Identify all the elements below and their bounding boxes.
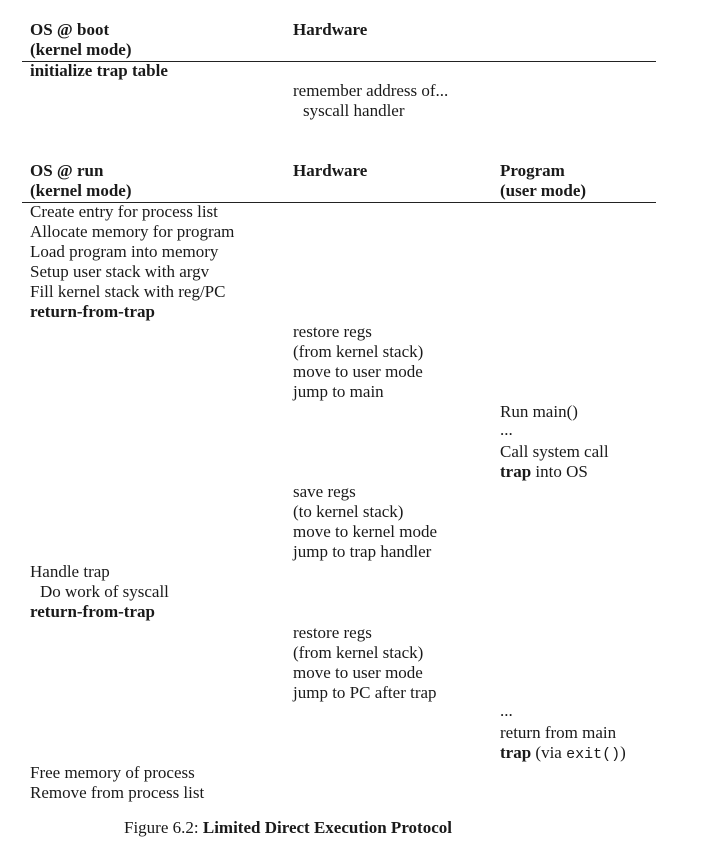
run-prog-exit-code: exit() [566,746,621,763]
run-prog-dots-1: ... [500,420,513,439]
run-hw2-to-kernel-stack: (to kernel stack) [293,502,404,521]
run-hw3-jump-pc-after-trap: jump to PC after trap [293,683,437,702]
run-prog-trap-keyword-2: trap [500,743,532,762]
run-prog-dots-2: ... [500,701,513,720]
run-os-load-program: Load program into memory [30,242,219,261]
run-hw1-move-user-mode: move to user mode [293,362,423,381]
run-prog-call-system-call: Call system call [500,442,609,461]
run-os-fill-kernel-stack: Fill kernel stack with reg/PC [30,282,226,301]
run-hw1-jump-main: jump to main [293,382,384,401]
run-os-create-entry: Create entry for process list [30,202,218,221]
run-prog-trap-into-os [500,462,588,482]
caption-prefix: Figure 6.2: [124,818,203,837]
run-prog-via-text: (via [531,743,567,762]
run-hw2-save-regs: save regs [293,482,356,501]
run-prog-into-os-text: into OS [531,462,588,481]
run-hw1-restore-regs: restore regs [293,322,372,341]
run-prog-header-line2: (user mode) [500,181,587,200]
caption-title: Limited Direct Execution Protocol [202,818,452,837]
run-prog-return-from-main: return from main [500,723,617,742]
boot-os-header-line1: OS @ boot [30,20,110,39]
boot-hw-header: Hardware [293,20,368,39]
run-os-free-memory: Free memory of process [30,763,195,782]
run-hw-header: Hardware [293,161,368,180]
boot-hw-remember-address: remember address of... [293,81,449,100]
boot-os-initialize-trap-table: initialize trap table [30,61,168,80]
run-os-return-from-trap-1: return-from-trap [30,302,155,321]
run-os-return-from-trap-2: return-from-trap [30,602,155,621]
run-prog-close-paren: ) [620,743,626,762]
run-hw2-jump-trap-handler: jump to trap handler [293,542,432,561]
figure-caption [124,818,452,838]
run-prog-trap-keyword-1: trap [500,462,532,481]
run-os-handle-trap: Handle trap [30,562,110,581]
boot-os-header-line2: (kernel mode) [30,40,132,59]
run-prog-run-main: Run main() [500,402,578,421]
run-os-allocate-memory: Allocate memory for program [30,222,235,241]
run-hw1-from-kernel-stack: (from kernel stack) [293,342,424,361]
run-hw3-move-user-mode: move to user mode [293,663,423,682]
run-os-do-work-syscall: Do work of syscall [40,582,169,601]
run-os-remove-from-list: Remove from process list [30,783,205,802]
run-os-setup-stack: Setup user stack with argv [30,262,210,281]
run-hw3-restore-regs: restore regs [293,623,372,642]
run-prog-header-line1: Program [500,161,565,180]
run-hw3-from-kernel-stack: (from kernel stack) [293,643,424,662]
run-prog-trap-via-exit [500,743,626,765]
run-os-header-line2: (kernel mode) [30,181,132,200]
run-hw2-move-kernel-mode: move to kernel mode [293,522,437,541]
run-os-header-line1: OS @ run [30,161,104,180]
boot-hw-syscall-handler: syscall handler [303,101,405,120]
